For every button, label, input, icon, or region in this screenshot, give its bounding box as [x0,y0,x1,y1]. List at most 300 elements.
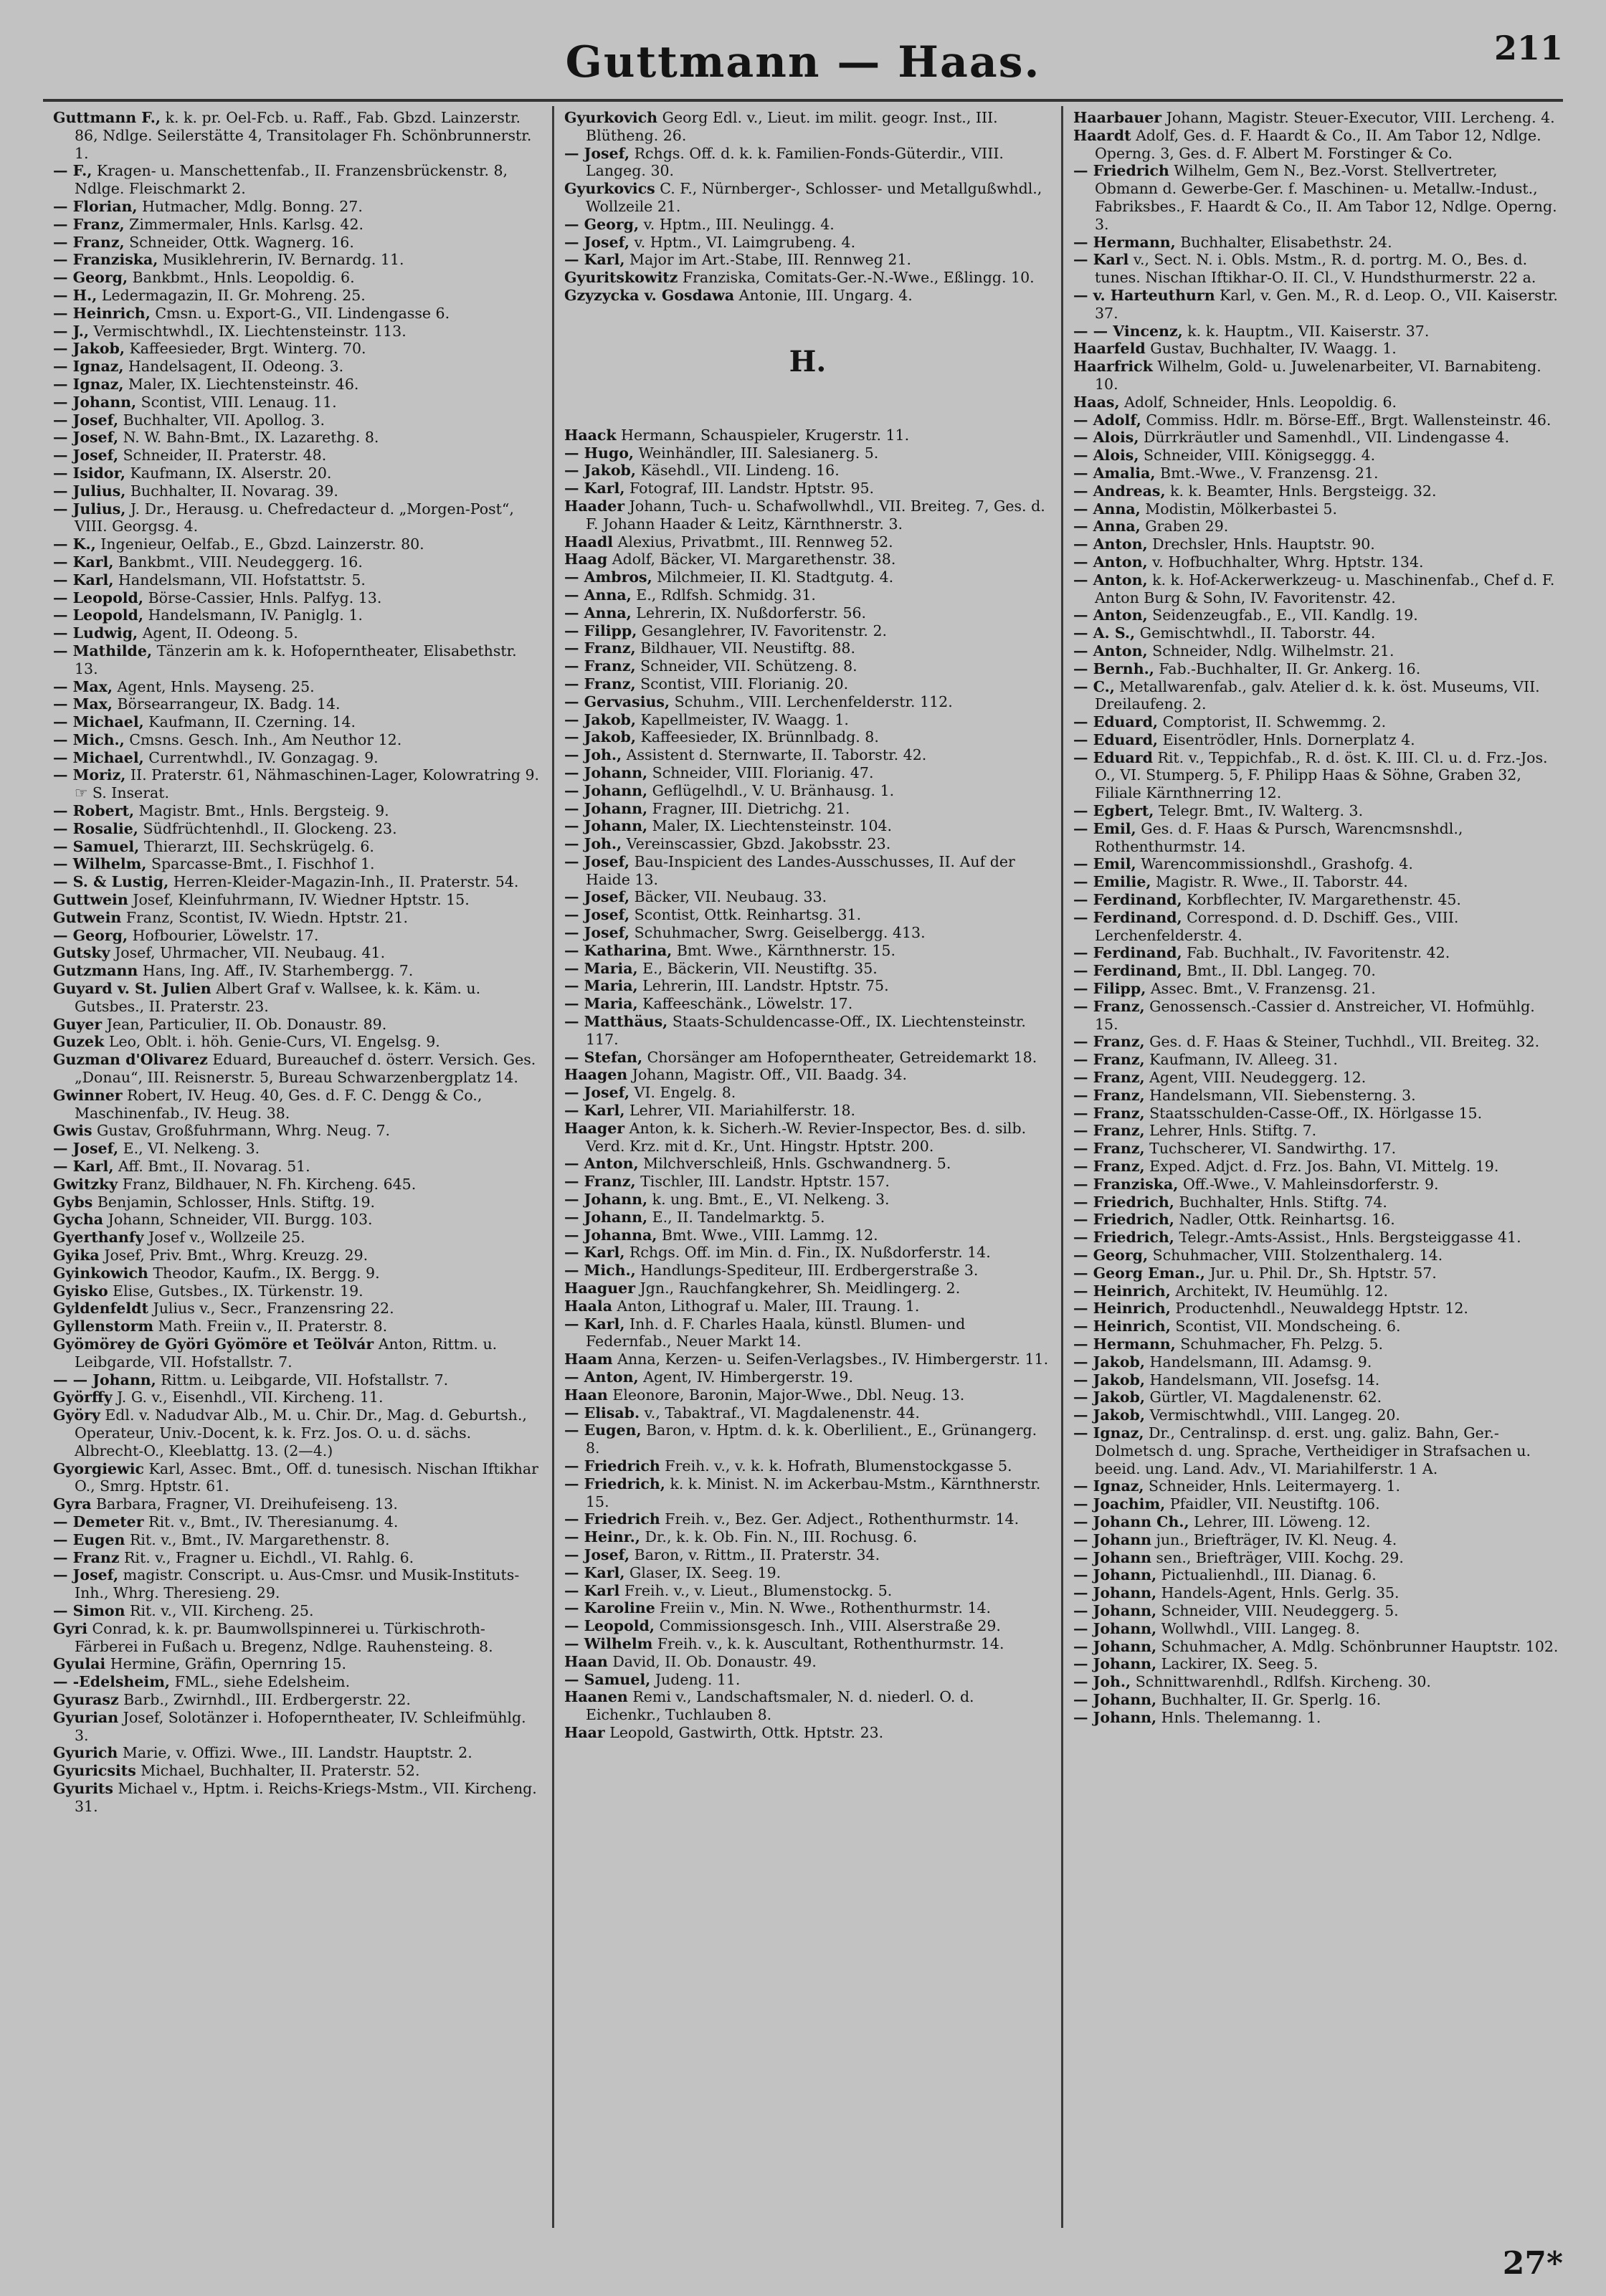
entry-details: Rchgs. Off. im Min. d. Fin., IX. Nußdorferstr. 14. [624,1244,991,1262]
directory-entry [564,746,1051,764]
entry-details: Lehrer, Hnls. Stiftg. 7. [1144,1122,1317,1140]
directory-entry [53,624,542,642]
entry-name: Gyinkowich [53,1264,148,1282]
entry-name: — Franz, [1073,1122,1145,1140]
entry-name: — Franz, [1073,1104,1145,1122]
entry-details: Ledermagazin, II. Gr. Mohreng. 25. [97,286,366,304]
entry-name: Gwis [53,1122,92,1140]
entry-name: — Jakob, [1073,1388,1145,1406]
entry-details: Milchverschleiß, Hnls. Gschwandnerg. 5. [638,1155,951,1173]
entry-details: Antonie, III. Ungarg. 4. [734,286,913,304]
directory-entry [53,358,542,376]
entry-name: — Karl, [53,571,114,589]
entry-name: — Friedrich [1073,162,1169,180]
entry-name: — Friedrich, [564,1475,665,1492]
directory-entry [1073,251,1560,287]
directory-entry [1073,162,1560,233]
entry-name: — Eduard [1073,748,1153,766]
entry-details: Vereinscassier, Gbzd. Jakobsstr. 23. [622,835,891,853]
entry-details: Schuhmacher, A. Mdlg. Schönbrunner Hauptstr. 102. [1156,1637,1559,1655]
directory-entry [53,1655,542,1673]
entry-details: Handelsmann, III. Adamsg. 9. [1144,1353,1372,1371]
entry-details: Schneider, VIII. Neudeggerg. 5. [1156,1601,1399,1619]
directory-entry [564,269,1051,287]
entry-details: k. k. Hof-Ackerwerkzeug- u. Maschinenfab., Chef d. F. Anton Burg & Sohn, IV. Favoritenstr. 42. [1095,571,1555,606]
entry-name: — Leopold, [53,589,144,606]
entry-details: Anton, Lithograf u. Maler, III. Traung. 1. [612,1297,920,1315]
entry-name: — Eugen, [564,1421,642,1439]
entry-details: Genossensch.-Cassier d. Anstreicher, VI. Hofmühlg. 15. [1095,997,1535,1033]
entry-name: — -Edelsheim, [53,1673,171,1691]
entry-name: — Heinrich, [1073,1318,1171,1335]
directory-entry [1073,411,1560,429]
directory-entry [564,1528,1051,1546]
directory-entry [564,853,1051,889]
entry-name: — Karoline [564,1599,655,1617]
directory-entry [564,551,1051,568]
directory-entry [53,944,542,962]
entry-name: — Josef, [564,852,630,870]
entry-name: — Josef, [564,1084,630,1102]
entry-name: — Egbert, [1073,802,1154,820]
directory-entry [53,1460,542,1496]
directory-entry [564,1102,1051,1120]
directory-entry [53,820,542,838]
entry-details: Johann, Tuch- u. Schafwollwhdl., VII. Breiteg. 7, Ges. d. F. Johann Haader & Leitz, Kärnthnerstr. 3. [586,497,1045,533]
entry-details: Pfaidler, VII. Neustiftg. 106. [1165,1495,1380,1513]
directory-entry [1073,429,1560,447]
entry-details: Weinhändler, III. Salesianerg. 5. [634,444,879,462]
entry-name: — Franz, [53,215,125,233]
entry-details: Barbara, Fragner, VI. Dreihufeiseng. 13. [91,1495,398,1513]
entry-name: — Josef, [53,429,119,447]
entry-name: — Franz, [1073,1033,1145,1051]
directory-entry [564,1653,1051,1671]
column-2 [552,106,1061,2228]
directory-entry [53,482,542,500]
entry-name: — Jakob, [53,340,125,358]
entry-name: Gyldenfeldt [53,1300,148,1318]
directory-entry [53,251,542,269]
entry-name: — Franz, [564,639,636,657]
entry-details: Schneider, VII. Schützeng. 8. [635,657,857,675]
entry-details: magistr. Conscript. u. Aus-Cmsr. und Musik-Instituts-Inh., Whrg. Theresieng. 29. [75,1566,520,1602]
entry-details: Jean, Particulier, II. Ob. Donaustr. 89. [102,1015,387,1033]
entry-name: — Ferdinand, [1073,962,1182,980]
directory-entry [53,1371,542,1389]
directory-entry [53,678,542,696]
entry-details: E., Rdlfsh. Schmidg. 31. [631,586,816,604]
directory-entry [53,1744,542,1762]
directory-entry [53,447,542,465]
entry-name: Haar [564,1723,605,1741]
directory-entry [1073,678,1560,714]
directory-entry [1073,855,1560,873]
entry-name: Gyerthanfy [53,1229,144,1247]
entry-name: — Friedrich, [1073,1211,1174,1229]
entry-name: Gyurich [53,1744,118,1762]
page-title: Guttmann — Haas. [565,37,1041,87]
directory-entry [564,1226,1051,1244]
signature-mark: 27* [1502,2245,1563,2282]
entry-name: Haarbauer [1073,109,1162,126]
entry-details: Nadler, Ottk. Reinhartsg. 16. [1174,1211,1395,1229]
directory-entry [1073,1388,1560,1406]
entry-details: Freih. v., Bez. Ger. Adject., Rothenthurmstr. 14. [660,1510,1020,1528]
directory-entry [1073,535,1560,553]
entry-name: Gyra [53,1495,92,1513]
entry-details: Eleonore, Baronin, Major-Wwe., Dbl. Neug. 13. [607,1386,965,1404]
entry-details: Ges. d. F. Haas & Pursch, Warencmsnshdl., Rothenthurmstr. 14. [1095,819,1463,855]
entry-name: — Anna, [564,604,632,621]
directory-entry [1073,1406,1560,1424]
entry-name: Gyurkovich [564,109,658,126]
entry-details: sen., Briefträger, VIII. Kochg. 29. [1151,1548,1404,1566]
entry-details: Johann, Magistr. Off., VII. Baadg. 34. [627,1066,907,1084]
entry-details: Kaffeesieder, Brgt. Winterg. 70. [124,340,366,358]
entry-details: Rit. v., Fragner u. Eichdl., VI. Rahlg. 6. [119,1548,414,1566]
directory-entry [564,1510,1051,1528]
entry-name: — Ferdinand, [1073,944,1182,962]
entry-name: Gybs [53,1193,93,1211]
entry-details: Schuhmacher, VIII. Stolzenthalerg. 14. [1148,1247,1443,1264]
entry-name: — Anna, [1073,500,1141,518]
entry-details: Anna, Kerzen- u. Seifen-Verlagsbes., IV. Himbergerstr. 11. [612,1351,1049,1368]
entry-name: — Eduard, [1073,730,1159,748]
entry-name: — Johann Ch., [1073,1513,1189,1530]
directory-entry [1073,518,1560,535]
entry-name: Gwitzky [53,1175,118,1193]
directory-entry [53,535,542,553]
entry-name: — Josef, [564,906,630,924]
entry-details: Benjamin, Schlosser, Hnls. Stiftg. 19. [92,1193,376,1211]
directory-entry [1073,624,1560,642]
directory-entry [564,800,1051,818]
directory-entry [1073,1087,1560,1105]
directory-entry [1073,1477,1560,1495]
directory-entry [564,1066,1051,1084]
directory-entry [564,764,1051,782]
entry-name: — Georg, [564,215,640,233]
directory-entry [564,942,1051,960]
entry-details: Gemischtwhdl., II. Taborstr. 44. [1135,624,1376,642]
entry-name: — Joh., [564,835,622,853]
entry-details: Metallwarenfab., galv. Atelier d. k. k. öst. Museums, VII. Dreilaufeng. 2. [1095,677,1540,713]
entry-details: Commissionsgesch. Inh., VIII. Alserstraße 29. [655,1617,1001,1635]
entry-details: Pictualienhdl., III. Dianag. 6. [1156,1566,1377,1584]
entry-details: k. ung. Bmt., E., VI. Nelkeng. 3. [647,1191,890,1209]
directory-entry [564,906,1051,924]
directory-entry [1073,394,1560,411]
entry-details: Adolf, Schneider, Hnls. Leopoldig. 6. [1119,393,1397,411]
entry-details: Franziska, Comitats-Ger.-N.-Wwe., Eßlingg. 10. [678,269,1035,287]
entry-details: Franz, Bildhauer, N. Fh. Kircheng. 645. [118,1175,417,1193]
entry-name: — Franz, [1073,1140,1145,1158]
directory-entry [564,657,1051,675]
entry-name: Guyer [53,1015,103,1033]
directory-entry [53,873,542,891]
directory-entry [1073,1549,1560,1567]
directory-entry [1073,749,1560,802]
directory-entry [564,287,1051,305]
directory-entry [564,1209,1051,1226]
entry-details: Drechsler, Hnls. Hauptstr. 90. [1147,535,1375,553]
entry-details: Wilhelm, Gold- u. Juwelenarbeiter, VI. Barnabiteng. 10. [1095,358,1541,393]
directory-entry [53,1016,542,1034]
entry-details: Rittm. u. Leibgarde, VII. Hofstallstr. 7. [156,1371,449,1388]
directory-entry [53,571,542,589]
directory-entry [53,429,542,447]
entry-details: Scontist, VII. Mondscheing. 6. [1170,1318,1401,1335]
entry-details: Staatsschulden-Casse-Off., IX. Hörlgasse 15. [1144,1104,1483,1122]
directory-entry [1073,891,1560,909]
entry-name: — Heinrich, [53,304,151,322]
entry-name: — Wilhelm, [53,855,147,873]
directory-entry [1073,1584,1560,1602]
directory-entry [53,642,542,678]
directory-entry [564,1244,1051,1262]
directory-entry [53,1673,542,1691]
entry-name: — Friedrich [564,1510,660,1528]
entry-details: Südfrüchtenhdl., II. Glockeng. 23. [138,819,397,837]
entry-details: II. Praterstr. 61, Nähmaschinen-Lager, Kolowratring 9. ☞ S. Inserat. [75,766,540,802]
entry-name: Gycha [53,1211,104,1229]
entry-name: — Mich., [564,1262,636,1280]
directory-entry [1073,234,1560,252]
entry-name: — Maria, [564,959,638,977]
directory-entry [1073,980,1560,998]
directory-entry [1073,998,1560,1034]
directory-entry [564,1262,1051,1280]
directory-entry [564,1582,1051,1600]
directory-entry [564,711,1051,729]
entry-name: — C., [1073,677,1115,695]
entry-details: Edl. v. Nadudvar Alb., M. u. Chir. Dr., Mag. d. Geburtsh., Operateur, Univ.-Docent, k. k. Frz. Jos. O. u. d. sächs. Albrecht-O., Kleeblattg. 13. (2—4.) [75,1406,527,1459]
entry-details: Maler, IX. Liechtensteinstr. 46. [123,375,359,393]
directory-entry [1073,1158,1560,1176]
entry-name: Haanen [564,1688,628,1706]
entry-name: — Hugo, [564,444,635,462]
directory-entry [1073,1638,1560,1656]
directory-entry [1073,482,1560,500]
directory-entry [53,1549,542,1567]
directory-entry [1073,731,1560,749]
entry-name: — Georg, [53,269,128,287]
entry-details: Käsehdl., VII. Lindeng. 16. [635,462,840,480]
entry-details: Tischler, III. Landstr. Hptstr. 157. [635,1173,890,1191]
entry-name: Gyulai [53,1655,106,1673]
entry-name: — Max, [53,695,113,713]
directory-entry [53,1087,542,1123]
entry-name: — v. Harteuthurn [1073,286,1215,304]
directory-entry [53,1033,542,1051]
directory-entry [53,1335,542,1371]
entry-name: Gyorgiewic [53,1459,144,1477]
entry-name: Haam [564,1351,613,1368]
directory-entry [53,1140,542,1158]
entry-name: — Julius, [53,500,126,518]
directory-entry [564,180,1051,216]
entry-name: Gyika [53,1247,100,1264]
entry-details: Scontist, VIII. Lenaug. 11. [136,393,337,411]
entry-name: Haaguer [564,1280,636,1297]
entry-name: — Anton, [1073,642,1148,659]
entry-details: Johann, Schneider, VII. Burgg. 103. [103,1211,373,1229]
directory-entry [53,695,542,713]
directory-entry [1073,1069,1560,1087]
entry-name: — Franz, [53,233,125,251]
entry-name: Haager [564,1119,625,1137]
entry-name: — Jakob, [564,710,636,728]
directory-entry [564,1013,1051,1049]
directory-entry [564,728,1051,746]
entry-details: jun., Briefträger, IV. Kl. Neug. 4. [1151,1530,1397,1548]
directory-entry [564,1475,1051,1511]
entry-name: — Leopold, [53,606,144,624]
entry-details: Jgn., Rauchfangkehrer, Sh. Meidlingerg. 2. [635,1280,961,1297]
entry-details: Inh. d. F. Charles Haala, künstl. Blumen- und Federnfab., Neuer Markt 14. [586,1315,966,1351]
directory-entry [564,1049,1051,1067]
entry-details: Schneider, Ottk. Wagnerg. 16. [124,233,354,251]
entry-details: Michael, Buchhalter, II. Praterstr. 52. [136,1762,420,1780]
entry-details: Robert, IV. Heug. 40, Ges. d. F. C. Dengg & Co., Maschinenfab., IV. Heug. 38. [75,1086,483,1122]
entry-name: — Josef, [564,144,630,162]
entry-details: Dr., Centralinsp. d. erst. ung. galiz. Bahn, Ger.-Dolmetsch d. ung. Sprache, Vertheidiger in Strafsachen u. beeid. ung. Land. Adv., VI. Mariahilferstr. 1 A. [1095,1424,1531,1477]
directory-entry [1073,109,1560,127]
entry-details: Josef, Priv. Bmt., Whrg. Kreuzg. 29. [99,1247,369,1264]
directory-entry [53,1566,542,1602]
directory-entry [1073,1424,1560,1477]
directory-entry [53,1211,542,1229]
directory-entry [53,1264,542,1282]
entry-details: Math. Freiin v., II. Praterstr. 8. [153,1318,388,1335]
entry-details: Kaufmann, IV. Alleeg. 31. [1144,1051,1338,1069]
entry-name: — Josef, [564,233,630,251]
directory-entry [1073,1033,1560,1051]
entry-details: Hutmacher, Mdlg. Bonng. 27. [137,197,363,215]
directory-entry [1073,1211,1560,1229]
directory-entry [53,1531,542,1549]
entry-details: Alexius, Privatbmt., III. Rennweg 52. [613,533,893,551]
directory-entry [53,1691,542,1709]
entry-details: FML., siehe Edelsheim. [170,1673,351,1691]
entry-name: Gyurits [53,1779,113,1797]
entry-name: — — Johann, [53,1371,156,1388]
directory-entry [53,1495,542,1513]
entry-details: Agent, Hnls. Mayseng. 25. [112,677,315,695]
entry-name: — Samuel, [53,837,140,855]
entry-details: J. Dr., Herausg. u. Chefredacteur d. „Morgen-Post“, VIII. Georgsg. 4. [75,500,514,535]
entry-name: — Franz, [1073,1069,1145,1087]
entry-name: Haan [564,1652,608,1670]
directory-entry [53,1122,542,1140]
entry-details: Adolf, Ges. d. F. Haardt & Co., II. Am Tabor 12, Ndlge. Operng. 3, Ges. d. F. Albert M. Forstinger & Co. [1095,126,1541,162]
directory-entry [1073,1353,1560,1371]
entry-name: — Anton, [564,1368,639,1386]
directory-entry [1073,1620,1560,1638]
entry-name: — K., [53,535,96,553]
entry-details: Architekt, IV. Heumühlg. 12. [1170,1282,1389,1300]
entry-details: Leopold, Gastwirth, Ottk. Hptstr. 23. [604,1723,884,1741]
entry-details: Wollwhdl., VIII. Langeg. 8. [1156,1619,1360,1637]
entry-details: Barb., Zwirnhdl., III. Erdbergerstr. 22. [118,1690,411,1708]
entry-details: C. F., Nürnberger-, Schlosser- und Metallgußwhdl., Wollzeile 21. [586,180,1042,215]
entry-details: Schneider, VIII. Florianig. 47. [647,763,874,781]
entry-details: Josef v., Wollzeile 25. [143,1229,305,1247]
entry-name: — Mich., [53,730,125,748]
directory-entry [564,1404,1051,1422]
directory-entry [1073,1602,1560,1620]
entry-details: Freih. v., v. Lieut., Blumenstockg. 5. [619,1581,893,1599]
entry-details: Baron, v. Hptm. d. k. k. Oberlilient., E., Grünangerg. 8. [586,1421,1037,1457]
entry-name: Haala [564,1297,613,1315]
entry-details: Johann, Magistr. Steuer-Executor, VIII. Lercheng. 4. [1161,109,1555,126]
entry-name: — Emilie, [1073,873,1151,891]
directory-entry [1073,553,1560,571]
entry-details: Remi v., Landschaftsmaler, N. d. niederl. O. d. Eichenkr., Tuchlauben 8. [586,1688,974,1724]
entry-name: — Hermann, [1073,1335,1176,1353]
directory-entry [53,891,542,909]
entry-name: — Michael, [53,713,144,731]
entry-details: Dr., k. k. Ob. Fin. N., III. Rochusg. 6. [640,1528,918,1546]
entry-details: Rit. v., VII. Kircheng. 25. [125,1601,314,1619]
entry-details: Tuchscherer, VI. Sandwirthg. 17. [1144,1140,1397,1158]
entry-details: Albert Graf v. Wallsee, k. k. Käm. u. Gutsbes., II. Praterstr. 23. [75,980,481,1015]
directory-entry [53,802,542,820]
entry-details: Handels-Agent, Hnls. Gerlg. 35. [1156,1584,1400,1602]
entry-details: Buchhalter, VII. Apollog. 3. [118,411,325,429]
directory-entry [564,444,1051,462]
column-3 [1061,106,1570,2228]
entry-name: — Georg, [1073,1247,1149,1264]
entry-details: Handelsmann, VII. Hofstattstr. 5. [113,571,366,589]
entry-details: Agent, VIII. Neudeggerg. 12. [1144,1069,1367,1087]
entry-details: Bankbmt., Hnls. Leopoldig. 6. [128,269,355,287]
directory-entry [53,109,542,162]
entry-name: — Johann [1073,1530,1152,1548]
entry-details: Marie, v. Offizi. Wwe., III. Landstr. Hauptstr. 2. [118,1744,472,1762]
entry-details: VI. Engelg. 8. [629,1084,736,1102]
directory-entry [1073,1691,1560,1709]
entry-name: — Franz, [1073,1086,1145,1104]
entry-details: N. W. Bahn-Bmt., IX. Lazarethg. 8. [118,429,379,447]
entry-name: — Wilhelm [564,1634,653,1652]
directory-entry [1073,323,1560,340]
entry-details: E., II. Tandelmarktg. 5. [647,1208,825,1226]
entry-details: Schuhmacher, Swrg. Geiselbergg. 413. [629,924,926,942]
entry-details: Buchhalter, II. Novarag. 39. [125,482,338,500]
entry-details: Glaser, IX. Seeg. 19. [624,1563,781,1581]
entry-details: Rit. v., Bmt., IV. Margarethenstr. 8. [125,1530,390,1548]
entry-details: Lehrer, VII. Mariahilferstr. 18. [624,1102,856,1120]
entry-name: Guyard v. St. Julien [53,980,212,998]
directory-entry [53,1051,542,1087]
entry-details: Hans, Ing. Aff., IV. Starhembergg. 7. [138,962,414,980]
entry-name: — Georg Eman., [1073,1264,1205,1282]
directory-entry [564,1724,1051,1742]
entry-name: — Anna, [564,586,632,604]
directory-entry [564,234,1051,252]
entry-details: Lackirer, IX. Seeg. 5. [1156,1655,1318,1673]
entry-details: Zimmermaler, Hnls. Karlsg. 42. [124,215,364,233]
directory-entry [53,1318,542,1335]
directory-entry [564,1457,1051,1475]
entry-details: Hofbourier, Löwelstr. 17. [128,926,319,944]
entry-name: — Emil, [1073,855,1136,873]
entry-details: Bmt. Wwe., VIII. Lammg. 12. [657,1226,878,1244]
entry-name: — Karl, [53,1158,114,1176]
entry-details: Handelsmann, VII. Josefsg. 14. [1144,1371,1380,1388]
